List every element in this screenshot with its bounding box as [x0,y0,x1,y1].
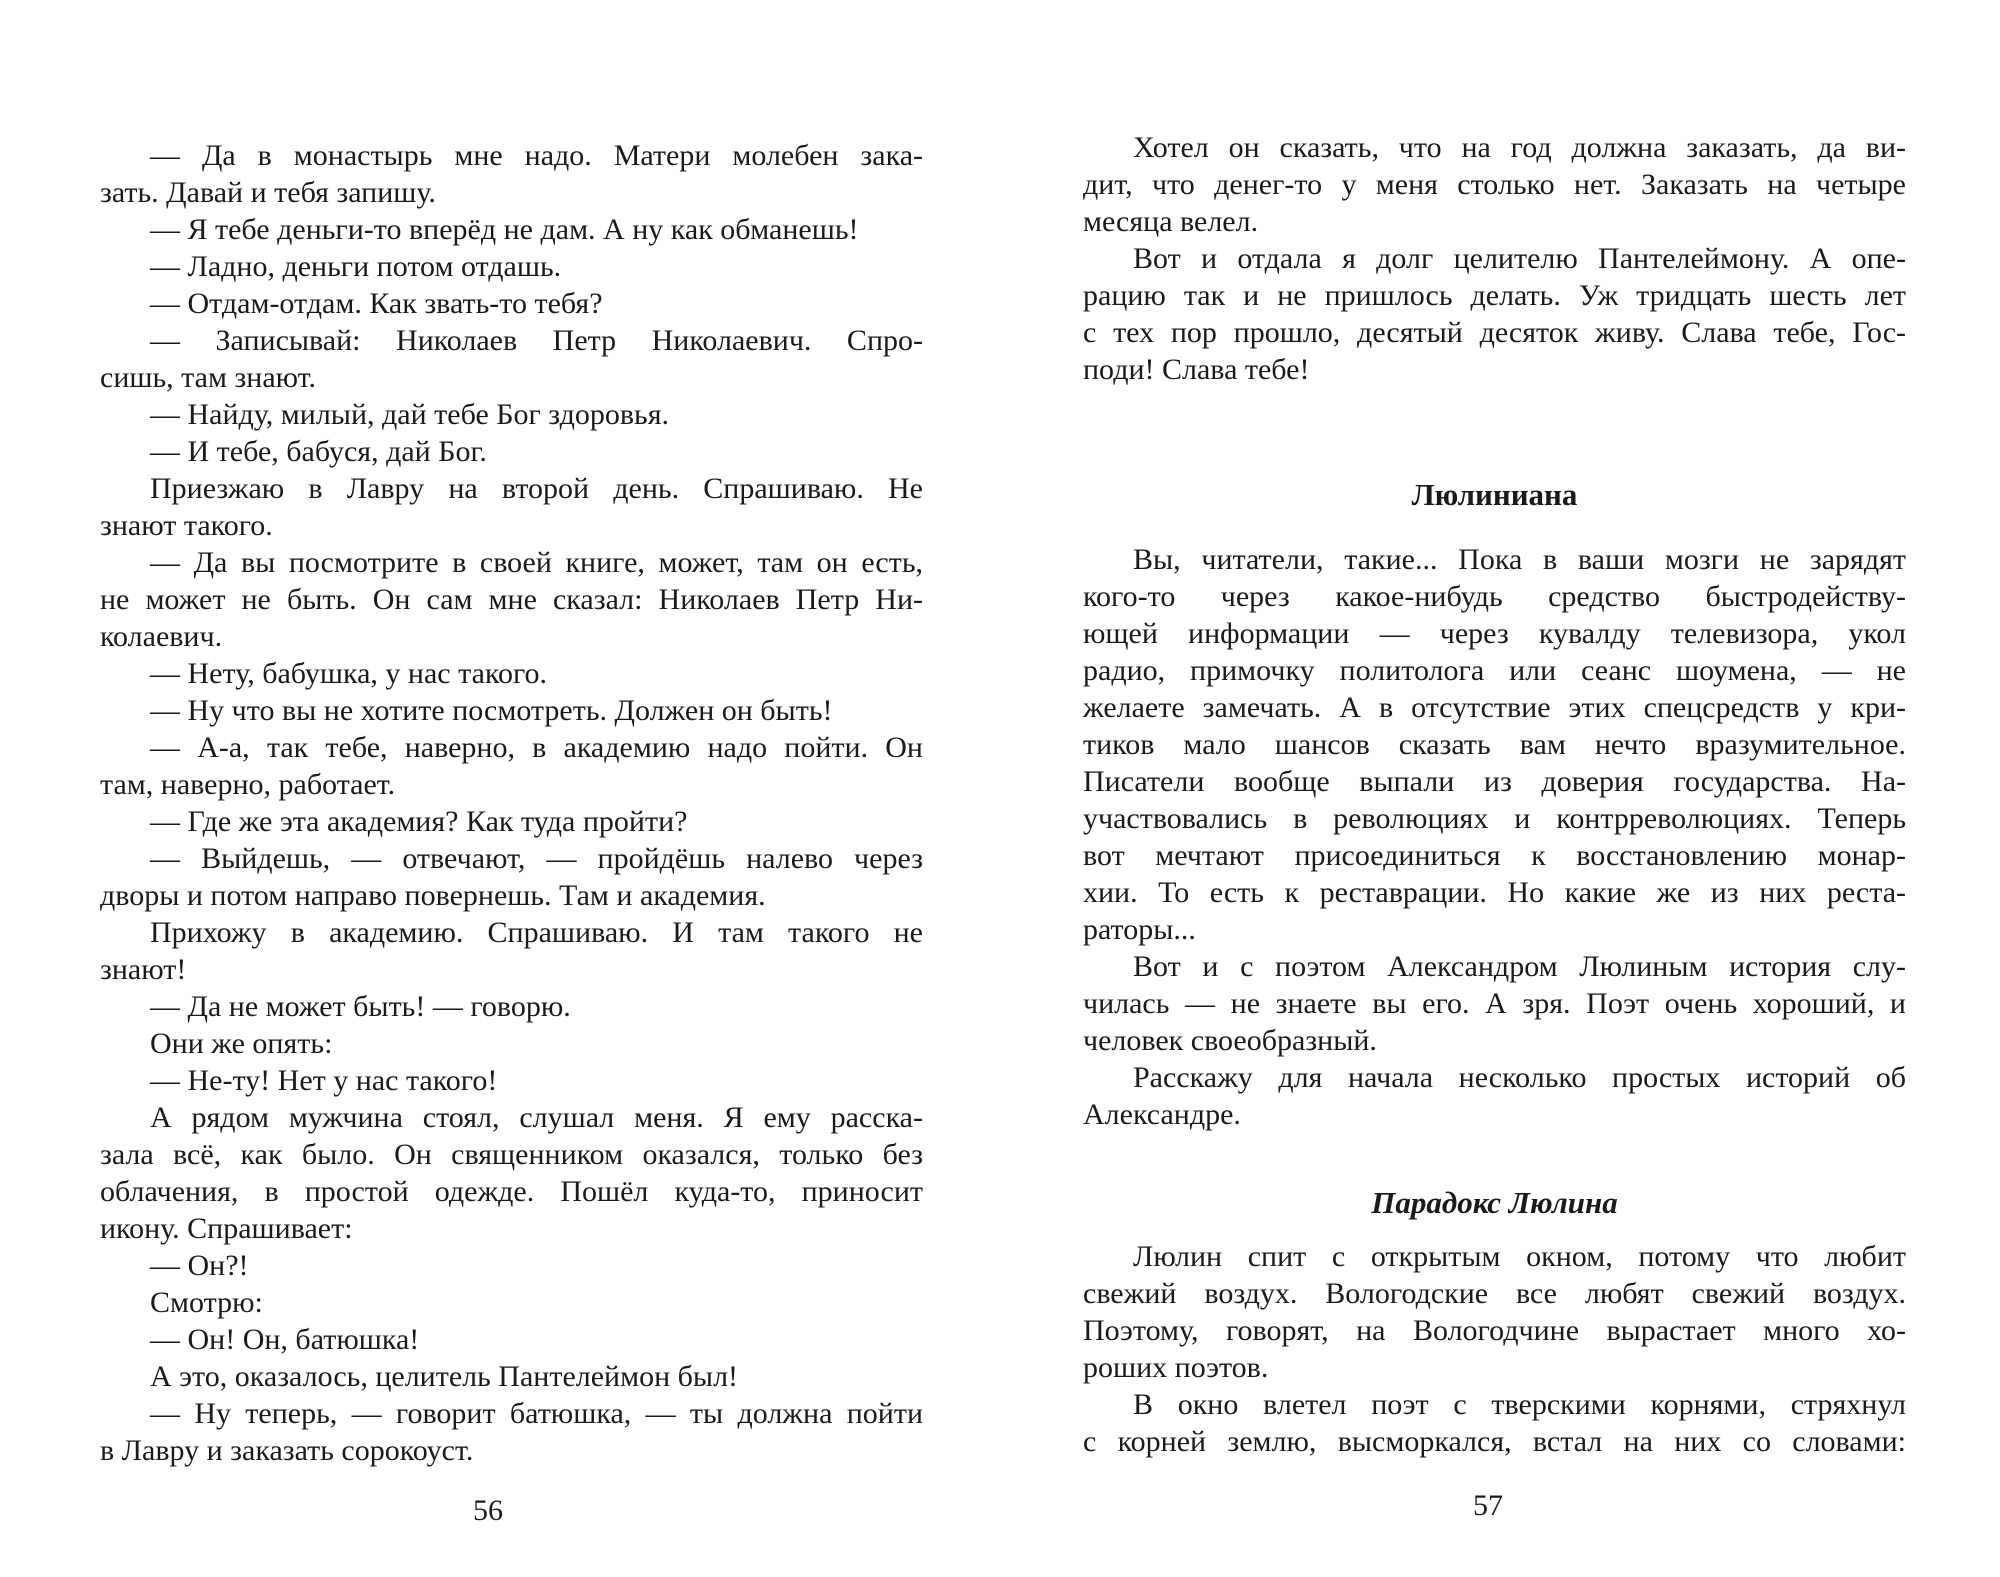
section-heading: Люлиниана [1411,477,1578,512]
text-line: — Не-ту! Нет у нас такого! [150,1064,498,1097]
text-line: Вот и с поэтом Александром Люлиным история слу- [1133,950,1906,983]
text-line: — Ну что вы не хотите посмотреть. Должен он быть! [150,694,833,727]
text-line: с тех пор прошло, десятый десяток живу. Слава тебе, Гос- [1083,316,1906,349]
text-line: — Да не может быть! — говорю. [150,990,571,1023]
text-line: радио, примочку политолога или сеанс шоумена, — не [1083,654,1906,687]
text-line: с корней землю, высморкался, встал на них со словами: [1083,1425,1906,1458]
text-line: Приезжаю в Лавру на второй день. Спрашиваю. Не [150,472,923,505]
text-line: — Где же эта академия? Как туда пройти? [150,805,688,838]
left-page-text [100,137,923,1469]
text-line: зать. Давай и тебя запишу. [100,176,436,209]
text-line: Писатели вообще выпали из доверия государства. На- [1083,765,1906,798]
text-line: знают! [100,953,187,986]
text-line: — Найду, милый, дай тебе Бог здоровья. [150,398,670,431]
page-number-left: 56 [473,1494,503,1527]
text-line: Александре. [1083,1098,1241,1131]
text-line: А это, оказалось, целитель Пантелеймон был! [150,1360,739,1393]
text-line: месяца велел. [1083,205,1259,238]
text-line: — И тебе, бабуся, дай Бог. [150,435,487,468]
text-line: вот мечтают присоединиться к восстановлению монар- [1083,839,1906,872]
text-line: роших поэтов. [1083,1351,1269,1384]
text-line: в Лавру и заказать сорокоуст. [100,1434,474,1467]
text-line: В окно влетел поэт с тверскими корнями, стряхнул [1133,1388,1906,1421]
text-line: не может не быть. Он сам мне сказал: Николаев Петр Ни- [100,583,923,616]
page-number-right: 57 [1473,1489,1503,1522]
text-line: — Ладно, деньги потом отдашь. [150,250,562,283]
text-line: зала всё, как было. Он священником оказался, только без [100,1138,923,1171]
text-line: тиков мало шансов сказать вам нечто вразумительное. [1083,728,1906,761]
text-line: — Да вы посмотрите в своей книге, может, там он есть, [150,546,923,579]
text-line: Хотел он сказать, что на год должна заказать, да ви- [1133,131,1906,164]
text-line: колаевич. [100,620,223,653]
text-line: ющей информации — через кувалду телевизора, укол [1083,617,1906,650]
text-line: — Он?! [150,1249,249,1282]
text-line: А рядом мужчина стоял, слушал меня. Я ему расска- [150,1101,923,1134]
text-line: — Записывай: Николаев Петр Николаевич. Спро- [150,324,923,357]
text-line: желаете замечать. А в отсутствие этих спецсредств у кри- [1083,691,1906,724]
text-line: Расскажу для начала несколько простых историй об [1133,1061,1906,1094]
text-line: Прихожу в академию. Спрашиваю. И там такого не [150,916,923,949]
text-line: сишь, там знают. [100,361,317,394]
text-line: икону. Спрашивает: [100,1212,353,1245]
text-line: Вы, читатели, такие... Пока в ваши мозги не зарядят [1133,543,1906,576]
text-line: — Нету, бабушка, у нас такого. [150,657,548,690]
text-line: Они же опять: [150,1027,333,1060]
right-page-subsection-text [1083,1238,1906,1460]
text-line: — Ну теперь, — говорит батюшка, — ты должна пойти [150,1397,923,1430]
text-line: — А-а, так тебе, наверно, в академию надо пойти. Он [150,731,923,764]
text-line: рацию так и не пришлось делать. Уж тридцать шесть лет [1083,279,1906,312]
text-line: дворы и потом направо повернешь. Там и академия. [100,879,766,912]
text-line: Люлин спит с открытым окном, потому что любит [1133,1240,1906,1273]
text-line: Поэтому, говорят, на Вологодчине вырастает много хо- [1083,1314,1906,1347]
text-line: чилась — не знаете вы его. А зря. Поэт очень хороший, и [1083,987,1906,1020]
text-line: — Выйдешь, — отвечают, — пройдёшь налево через [150,842,923,875]
text-line: там, наверно, работает. [100,768,396,801]
text-line: участвовались в революциях и контрреволюциях. Теперь [1083,802,1906,835]
text-line: — Он! Он, батюшка! [150,1323,420,1356]
text-line: — Да в монастырь мне надо. Матери молебен зака- [150,139,923,172]
right-page-top-text [1083,129,1906,388]
text-line: знают такого. [100,509,273,542]
text-line: облачения, в простой одежде. Пошёл куда-то, приносит [100,1175,923,1208]
right-page-section-text [1083,541,1906,1133]
text-line: — Отдам-отдам. Как звать-то тебя? [150,287,603,320]
text-line: Смотрю: [150,1286,263,1319]
text-line: свежий воздух. Вологодские все любят свежий воздух. [1083,1277,1906,1310]
text-line: человек своеобразный. [1083,1024,1377,1057]
text-line: поди! Слава тебе! [1083,353,1310,386]
text-line: кого-то через какое-нибудь средство быстродейству- [1083,580,1906,613]
subsection-heading: Парадокс Люлина [1371,1185,1618,1220]
text-line: дит, что денег-то у меня столько нет. Заказать на четыре [1083,168,1906,201]
text-line: хии. То есть к реставрации. Но какие же из них реста- [1083,876,1906,909]
text-line: — Я тебе деньги-то вперёд не дам. А ну как обманешь! [150,213,859,246]
text-line: раторы... [1083,913,1196,946]
text-line: Вот и отдала я долг целителю Пантелеймону. А опе- [1133,242,1906,275]
